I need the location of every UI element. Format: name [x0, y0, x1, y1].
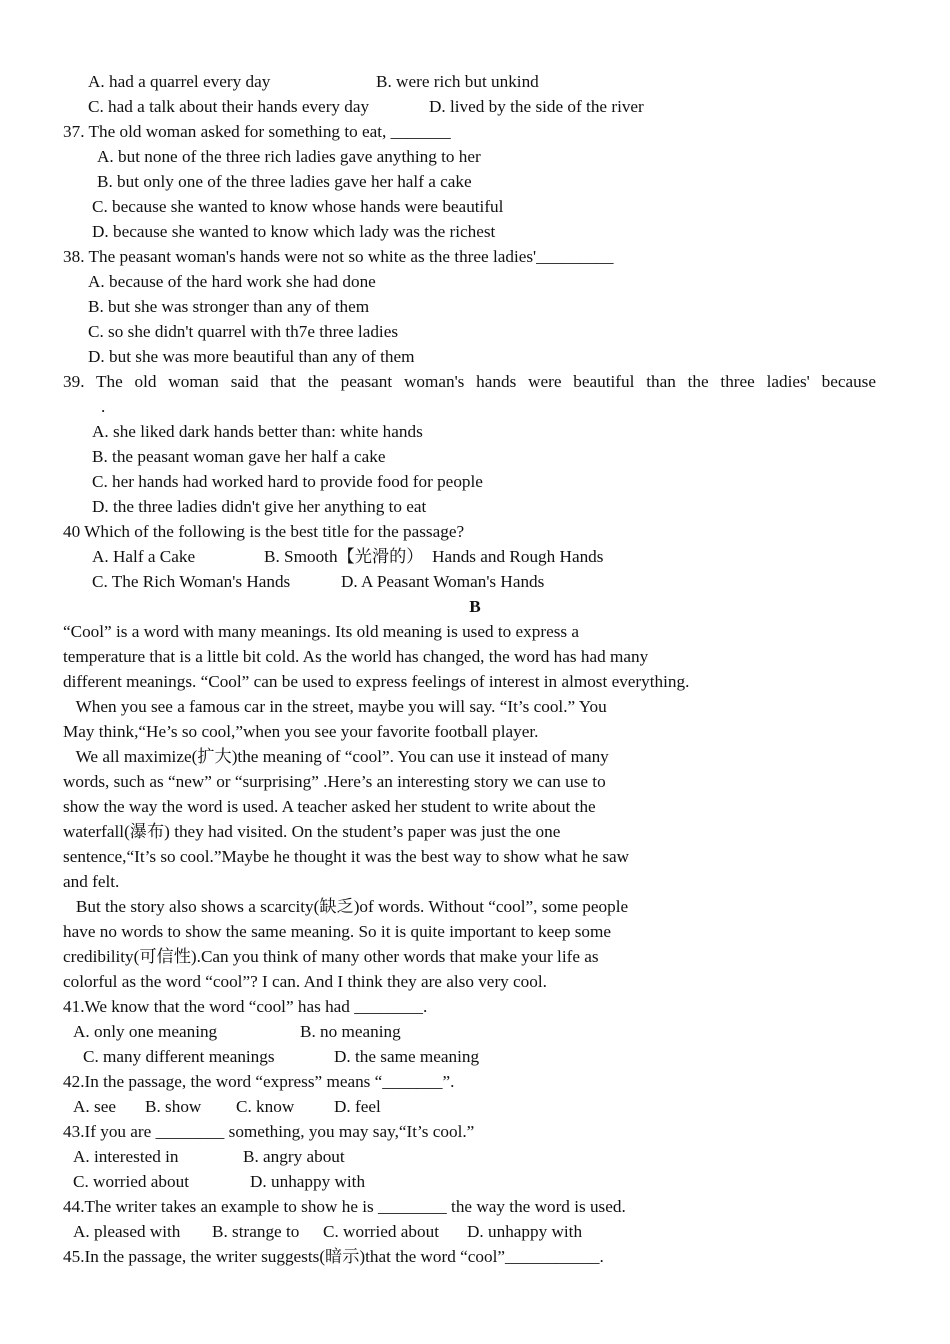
q43-option-d: D. unhappy with: [250, 1172, 366, 1191]
passage-line: May think,“He’s so cool,”when you see your favorite football player.: [63, 722, 539, 741]
q40-option-d: D. A Peasant Woman's Hands: [341, 572, 545, 591]
q43-stem: 43.If you are ________ something, you may say,“It’s cool.”: [63, 1122, 475, 1141]
q42-option-c: C. know: [236, 1097, 295, 1116]
passage-line: colorful as the word “cool”? I can. And I think they are also very cool.: [63, 972, 547, 991]
q44-option-a: A. pleased with: [73, 1222, 181, 1241]
q41-option-d: D. the same meaning: [334, 1047, 480, 1066]
q36-option-c: C. had a talk about their hands every day: [88, 97, 370, 116]
q44-option-c: C. worried about: [323, 1222, 439, 1241]
q38-option-b: B. but she was stronger than any of them: [88, 297, 370, 316]
q36-option-d: D. lived by the side of the river: [429, 97, 644, 116]
q41-stem: 41.We know that the word “cool” has had ________.: [63, 997, 428, 1016]
q44-option-d: D. unhappy with: [467, 1222, 583, 1241]
passage-line: sentence,“It’s so cool.”Maybe he thought it was the best way to show what he saw: [63, 847, 630, 866]
q36-option-b: B. were rich but unkind: [376, 72, 539, 91]
passage-line: show the way the word is used. A teacher asked her student to write about the: [63, 797, 596, 816]
passage-line: But the story also shows a scarcity(缺乏)of words. Without “cool”, some people: [63, 897, 629, 916]
q45-stem: 45.In the passage, the writer suggests(暗示)that the word “cool”___________.: [63, 1247, 604, 1266]
q37-option-d: D. because she wanted to know which lady was the richest: [92, 222, 496, 241]
q38-stem: 38. The peasant woman's hands were not so white as the three ladies'_________: [63, 247, 614, 266]
q37-option-b: B. but only one of the three ladies gave her half a cake: [97, 172, 472, 191]
q38-option-d: D. but she was more beautiful than any of them: [88, 347, 415, 366]
q39-stem: 39. The old woman said that the peasant woman's hands were beautiful than the three ladies' because: [63, 372, 876, 391]
q40-stem: 40 Which of the following is the best title for the passage?: [63, 522, 465, 541]
passage-line: temperature that is a little bit cold. As the world has changed, the word has had many: [63, 647, 649, 666]
q42-option-a: A. see: [73, 1097, 116, 1116]
q39-option-b: B. the peasant woman gave her half a cake: [92, 447, 386, 466]
q41-option-c: C. many different meanings: [83, 1047, 275, 1066]
section-b-heading: B: [469, 597, 481, 616]
q37-option-a: A. but none of the three rich ladies gave anything to her: [97, 147, 481, 166]
q39-option-c: C. her hands had worked hard to provide food for people: [92, 472, 483, 491]
q37-option-c: C. because she wanted to know whose hands were beautiful: [92, 197, 504, 216]
q42-stem: 42.In the passage, the word “express” means “_______”.: [63, 1072, 455, 1091]
q41-option-b: B. no meaning: [300, 1022, 401, 1041]
q37-stem: 37. The old woman asked for something to eat, _______: [63, 122, 451, 141]
q44-stem: 44.The writer takes an example to show he is ________ the way the word is used.: [63, 1197, 626, 1216]
q38-option-a: A. because of the hard work she had done: [88, 272, 376, 291]
passage-line: have no words to show the same meaning. So it is quite important to keep some: [63, 922, 612, 941]
q40-option-c: C. The Rich Woman's Hands: [92, 572, 291, 591]
q43-option-a: A. interested in: [73, 1147, 179, 1166]
passage-line: When you see a famous car in the street, maybe you will say. “It’s cool.” You: [63, 697, 607, 716]
passage-line: “Cool” is a word with many meanings. Its old meaning is used to express a: [63, 622, 580, 641]
q38-option-c: C. so she didn't quarrel with th7e three ladies: [88, 322, 399, 341]
passage-line: words, such as “new” or “surprising” .Here’s an interesting story we can use to: [63, 772, 606, 791]
q39-option-d: D. the three ladies didn't give her anything to eat: [92, 497, 427, 516]
passage-line: waterfall(瀑布) they had visited. On the student’s paper was just the one: [63, 822, 561, 841]
passage-line: credibility(可信性).Can you think of many other words that make your life as: [63, 947, 599, 966]
q43-option-c: C. worried about: [73, 1172, 189, 1191]
q39-stem-continuation: .: [101, 397, 106, 416]
q40-option-b: B. Smooth【光滑的） Hands and Rough Hands: [264, 547, 604, 566]
q42-option-d: D. feel: [334, 1097, 381, 1116]
passage-line: and felt.: [63, 872, 120, 891]
passage-line: We all maximize(扩大)the meaning of “cool”. You can use it instead of many: [63, 747, 609, 766]
q40-option-a: A. Half a Cake: [92, 547, 196, 566]
q41-option-a: A. only one meaning: [73, 1022, 218, 1041]
q43-option-b: B. angry about: [243, 1147, 345, 1166]
q44-option-b: B. strange to: [212, 1222, 300, 1241]
passage-line: different meanings. “Cool” can be used to express feelings of interest in almost everything.: [63, 672, 690, 691]
q39-option-a: A. she liked dark hands better than: white hands: [92, 422, 423, 441]
q36-option-a: A. had a quarrel every day: [88, 72, 271, 91]
q42-option-b: B. show: [145, 1097, 202, 1116]
